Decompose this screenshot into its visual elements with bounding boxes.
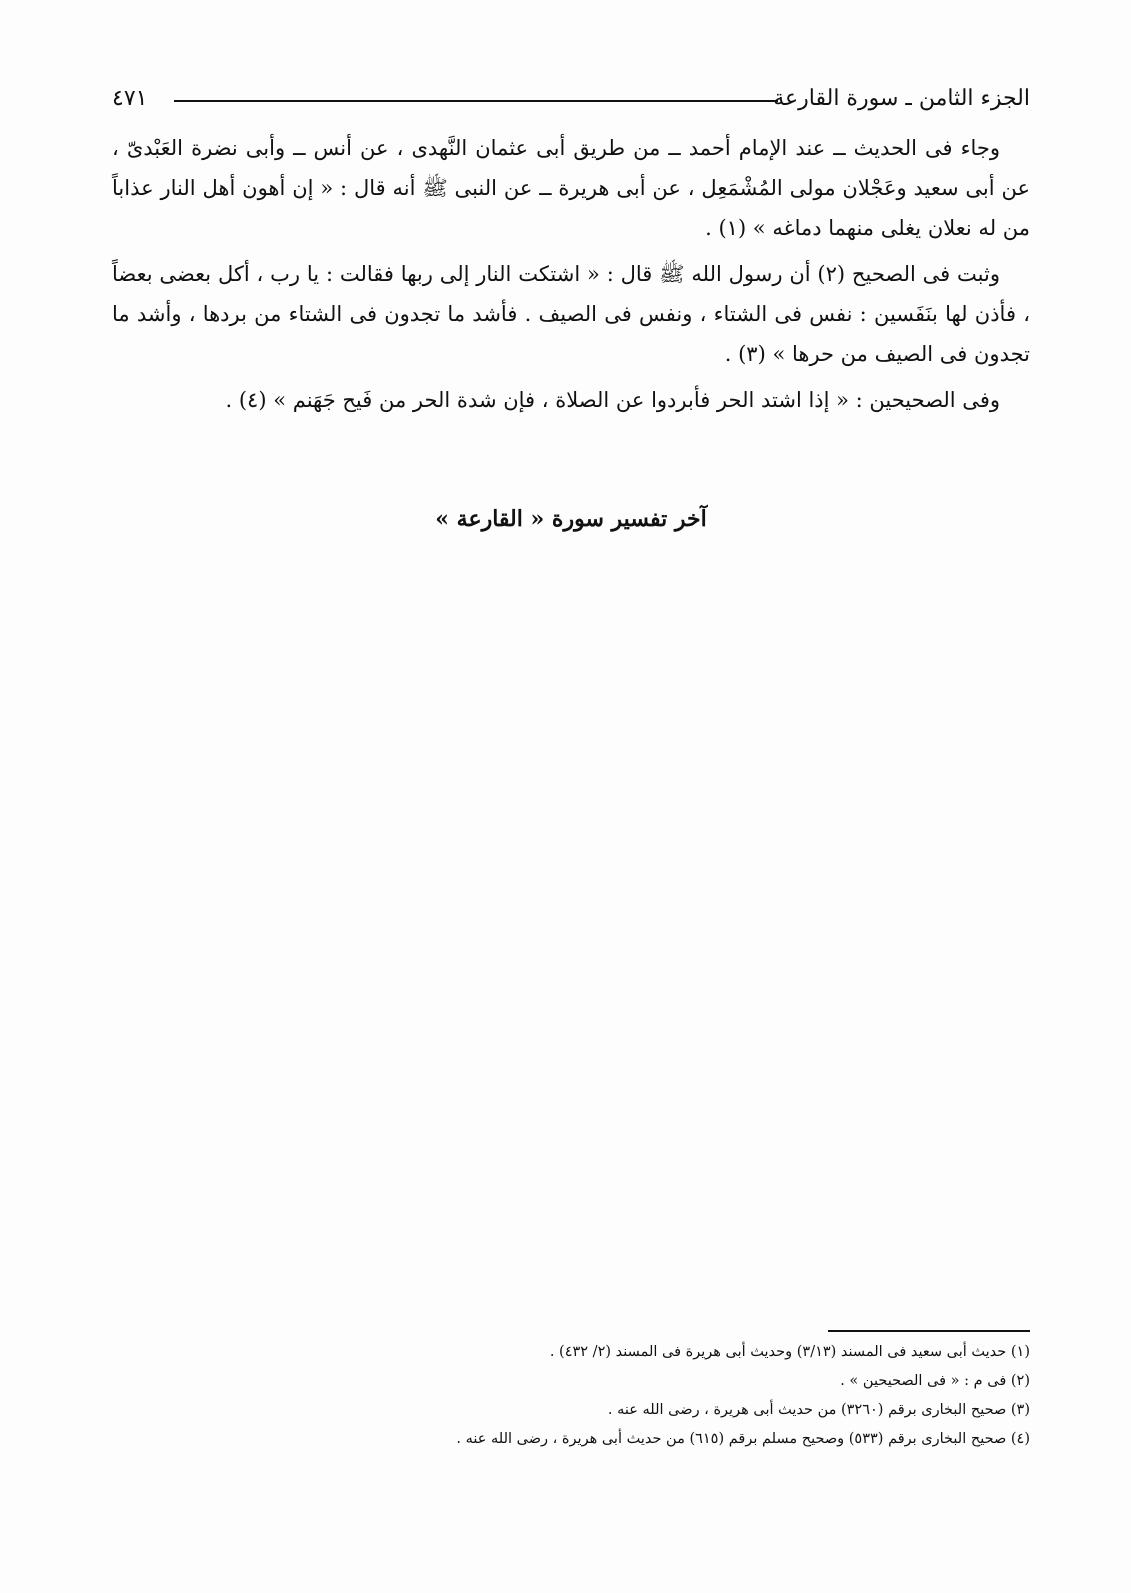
footnotes [112, 1338, 1030, 1454]
paragraph-1: وجاء فى الحديث ــ عند الإمام أحمد ــ من طريق أبى عثمان النَّهدى ، عن أنس ــ وأبى نضرة العَبْدىّ ، عن أبى سعيد وعَجْلان مولى المُشْمَعِل ، عن أبى هريرة ــ عن النبى ﷺ أنه قال : « إن أهون أهل النار عذاباً من له نعلان يغلى منهما دماغه » (١) . [112, 136, 1030, 240]
footnote-3: (٣) صحيح البخارى برقم (٣٢٦٠) من حديث أبى هريرة ، رضى الله عنه . [607, 1402, 1030, 1418]
footnote-2: (٢) فى م : « فى الصحيحين » . [840, 1373, 1030, 1389]
page-number: ٤٧١ [112, 86, 148, 111]
main-text [112, 128, 1030, 426]
running-header [112, 86, 1030, 126]
section-end-heading: آخر تفسير سورة « القارعة » [435, 506, 707, 532]
header-rule [174, 100, 778, 102]
footnote-separator [828, 1330, 1030, 1332]
header-title: الجزء الثامن ـ سورة القارعة [773, 86, 1030, 111]
paragraph-3: وفى الصحيحين : « إذا اشتد الحر فأبردوا عن الصلاة ، فإن شدة الحر من فَيح جَهَنم » (٤) . [225, 388, 1000, 412]
footnote-4: (٤) صحيح البخارى برقم (٥٣٣) وصحيح مسلم برقم (٦١٥) من حديث أبى هريرة ، رضى الله عنه . [456, 1431, 1030, 1447]
footnote-1: (١) حديث أبى سعيد فى المسند (٣/١٣) وحديث أبى هريرة فى المسند (٢/ ٤٣٢) . [549, 1344, 1030, 1360]
paragraph-2: وثبت فى الصحيح (٢) أن رسول الله ﷺ قال : « اشتكت النار إلى ربها فقالت : يا رب ، أكل بعضى بعضاً ، فأذن لها بنَفَسين : نفس فى الشتاء ، ونفس فى الصيف . فأشد ما تجدون فى الشتاء من بردها ، وأشد ما تجدون فى الصيف من حرها » (٣) . [112, 262, 1030, 366]
